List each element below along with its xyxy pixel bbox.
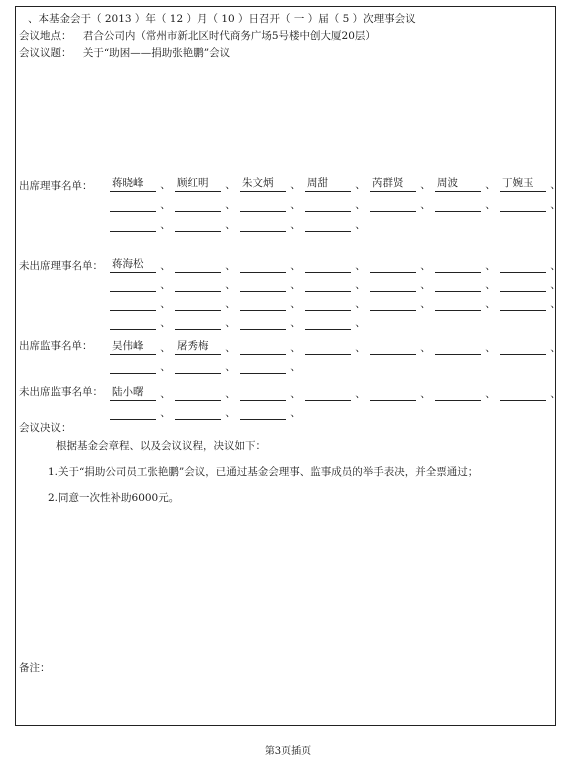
name-blank xyxy=(305,178,351,192)
separator: 、 xyxy=(485,279,496,291)
separator: 、 xyxy=(160,219,171,231)
separator: 、 xyxy=(160,342,171,354)
separator: 、 xyxy=(225,317,236,329)
separator: 、 xyxy=(225,260,236,272)
separator: 、 xyxy=(355,199,366,211)
name-blank xyxy=(370,259,416,273)
separator: 、 xyxy=(420,260,431,272)
separator: 、 xyxy=(290,342,301,354)
separator: 、 xyxy=(160,388,171,400)
page-footer: 第3页插页 xyxy=(264,746,312,757)
separator: 、 xyxy=(550,388,561,400)
member-name: 蒋晓峰 xyxy=(112,177,144,189)
separator: 、 xyxy=(485,179,496,191)
name-blank xyxy=(175,316,221,330)
separator: 、 xyxy=(290,199,301,211)
attending-supervisors-row xyxy=(110,359,305,374)
separator: 、 xyxy=(225,342,236,354)
name-blank xyxy=(240,341,286,355)
separator: 、 xyxy=(225,199,236,211)
name-blank xyxy=(175,360,221,374)
remarks-label: 备注： xyxy=(19,662,51,674)
name-blank xyxy=(240,360,286,374)
name-blank xyxy=(305,341,351,355)
name-blank xyxy=(175,341,221,355)
resolution-intro: 根据基金会章程、以及会议议程，决议如下： xyxy=(56,440,266,452)
header-session-a: 一 xyxy=(293,13,305,25)
header-prefix: 、本基金会于（ xyxy=(28,13,102,25)
attending-directors-label: 出席理事名单： xyxy=(19,180,93,192)
attending-supervisors-row xyxy=(110,340,565,355)
name-blank xyxy=(175,406,221,420)
name-blank xyxy=(435,278,481,292)
meeting-topic xyxy=(19,45,230,60)
name-blank xyxy=(500,198,546,212)
absent-directors-row xyxy=(110,277,565,292)
separator: 、 xyxy=(290,219,301,231)
header-year-suffix: ）年（ xyxy=(134,13,167,25)
name-blank xyxy=(305,198,351,212)
separator: 、 xyxy=(355,298,366,310)
separator: 、 xyxy=(290,361,301,373)
name-blank xyxy=(435,178,481,192)
name-blank xyxy=(305,387,351,401)
attending-directors-row xyxy=(110,197,565,212)
separator: 、 xyxy=(420,342,431,354)
member-name: 顾红明 xyxy=(177,177,209,189)
name-blank xyxy=(175,278,221,292)
member-name: 丁婉玉 xyxy=(502,177,534,189)
separator: 、 xyxy=(290,260,301,272)
topic-label: 会议议题： xyxy=(19,47,72,59)
name-blank xyxy=(240,259,286,273)
name-blank xyxy=(240,387,286,401)
header-month: 12 xyxy=(169,13,184,25)
name-blank xyxy=(175,218,221,232)
separator: 、 xyxy=(160,179,171,191)
member-name: 蒋海松 xyxy=(112,258,144,270)
separator: 、 xyxy=(160,317,171,329)
separator: 、 xyxy=(355,342,366,354)
name-blank xyxy=(370,278,416,292)
name-blank xyxy=(175,297,221,311)
separator: 、 xyxy=(550,260,561,272)
absent-supervisors-row xyxy=(110,386,565,401)
name-blank xyxy=(500,387,546,401)
location-value: 君合公司内（常州市新北区时代商务广场5号楼中创大厦20层） xyxy=(82,30,376,42)
member-name: 周波 xyxy=(437,177,458,189)
separator: 、 xyxy=(160,361,171,373)
absent-directors-row xyxy=(110,315,370,330)
name-blank xyxy=(110,218,156,232)
absent-supervisors-label: 未出席监事名单： xyxy=(19,386,103,398)
meeting-header xyxy=(28,11,416,26)
topic-value: 关于“助困——捐助张艳鹏”会议 xyxy=(82,47,231,59)
separator: 、 xyxy=(290,407,301,419)
absent-directors-label: 未出席理事名单： xyxy=(19,260,103,272)
separator: 、 xyxy=(290,179,301,191)
name-blank xyxy=(110,178,156,192)
separator: 、 xyxy=(290,388,301,400)
separator: 、 xyxy=(550,279,561,291)
member-name: 朱文炳 xyxy=(242,177,274,189)
header-session-a-suffix: ）届（ xyxy=(307,13,340,25)
separator: 、 xyxy=(550,179,561,191)
member-name: 陆小曙 xyxy=(112,386,144,398)
separator: 、 xyxy=(550,199,561,211)
name-blank xyxy=(240,406,286,420)
separator: 、 xyxy=(420,179,431,191)
location-label: 会议地点： xyxy=(19,30,72,42)
name-blank xyxy=(110,341,156,355)
resolution-item-2: 2.同意一次性补助6000元。 xyxy=(48,492,180,504)
name-blank xyxy=(435,297,481,311)
separator: 、 xyxy=(160,298,171,310)
name-blank xyxy=(240,198,286,212)
name-blank xyxy=(500,278,546,292)
name-blank xyxy=(370,341,416,355)
separator: 、 xyxy=(225,298,236,310)
name-blank xyxy=(435,387,481,401)
attending-supervisors-label: 出席监事名单： xyxy=(19,340,93,352)
separator: 、 xyxy=(160,260,171,272)
separator: 、 xyxy=(420,199,431,211)
name-blank xyxy=(305,297,351,311)
name-blank xyxy=(110,316,156,330)
header-day: 10 xyxy=(221,13,235,25)
separator: 、 xyxy=(290,298,301,310)
separator: 、 xyxy=(485,388,496,400)
header-month-suffix: ）月（ xyxy=(186,13,218,25)
header-session-b: 5 xyxy=(342,13,350,25)
separator: 、 xyxy=(290,317,301,329)
absent-directors-row xyxy=(110,258,565,273)
name-blank xyxy=(110,259,156,273)
resolution-item-1: 1.关于“捐助公司员工张艳鹏”会议，已通过基金会理事、监事成员的举手表决，并全票通过； xyxy=(48,466,479,478)
separator: 、 xyxy=(485,199,496,211)
separator: 、 xyxy=(225,388,236,400)
separator: 、 xyxy=(160,279,171,291)
separator: 、 xyxy=(420,388,431,400)
name-blank xyxy=(305,316,351,330)
separator: 、 xyxy=(550,342,561,354)
name-blank xyxy=(240,218,286,232)
name-blank xyxy=(500,341,546,355)
separator: 、 xyxy=(225,361,236,373)
name-blank xyxy=(175,178,221,192)
separator: 、 xyxy=(225,407,236,419)
name-blank xyxy=(305,259,351,273)
separator: 、 xyxy=(225,279,236,291)
absent-supervisors-row xyxy=(110,405,305,420)
name-blank xyxy=(435,259,481,273)
name-blank xyxy=(240,278,286,292)
name-blank xyxy=(305,278,351,292)
name-blank xyxy=(370,297,416,311)
separator: 、 xyxy=(550,298,561,310)
attending-directors-row xyxy=(110,177,565,192)
member-name: 周甜 xyxy=(307,177,328,189)
separator: 、 xyxy=(355,279,366,291)
separator: 、 xyxy=(420,279,431,291)
name-blank xyxy=(240,297,286,311)
header-session-b-suffix: ）次理事会议 xyxy=(352,13,416,25)
resolution-label: 会议决议： xyxy=(19,422,72,434)
separator: 、 xyxy=(355,260,366,272)
name-blank xyxy=(110,387,156,401)
name-blank xyxy=(435,198,481,212)
absent-directors-row xyxy=(110,296,565,311)
name-blank xyxy=(370,387,416,401)
member-name: 芮群贤 xyxy=(372,177,404,189)
name-blank xyxy=(175,259,221,273)
name-blank xyxy=(175,198,221,212)
separator: 、 xyxy=(485,260,496,272)
name-blank xyxy=(110,198,156,212)
separator: 、 xyxy=(355,179,366,191)
separator: 、 xyxy=(355,219,366,231)
attending-directors-row xyxy=(110,217,370,232)
separator: 、 xyxy=(355,317,366,329)
name-blank xyxy=(435,341,481,355)
meeting-location xyxy=(19,28,376,43)
name-blank xyxy=(500,259,546,273)
name-blank xyxy=(370,198,416,212)
name-blank xyxy=(500,178,546,192)
separator: 、 xyxy=(160,199,171,211)
name-blank xyxy=(110,278,156,292)
header-day-suffix: ）日召开（ xyxy=(238,13,291,25)
separator: 、 xyxy=(355,388,366,400)
name-blank xyxy=(110,406,156,420)
name-blank xyxy=(305,218,351,232)
member-name: 屠秀梅 xyxy=(177,340,209,352)
separator: 、 xyxy=(485,342,496,354)
separator: 、 xyxy=(160,407,171,419)
separator: 、 xyxy=(420,298,431,310)
name-blank xyxy=(175,387,221,401)
name-blank xyxy=(370,178,416,192)
header-year: 2013 xyxy=(104,13,132,25)
separator: 、 xyxy=(225,179,236,191)
name-blank xyxy=(110,360,156,374)
name-blank xyxy=(240,316,286,330)
name-blank xyxy=(110,297,156,311)
separator: 、 xyxy=(485,298,496,310)
separator: 、 xyxy=(290,279,301,291)
separator: 、 xyxy=(225,219,236,231)
member-name: 吴伟峰 xyxy=(112,340,144,352)
name-blank xyxy=(500,297,546,311)
name-blank xyxy=(240,178,286,192)
